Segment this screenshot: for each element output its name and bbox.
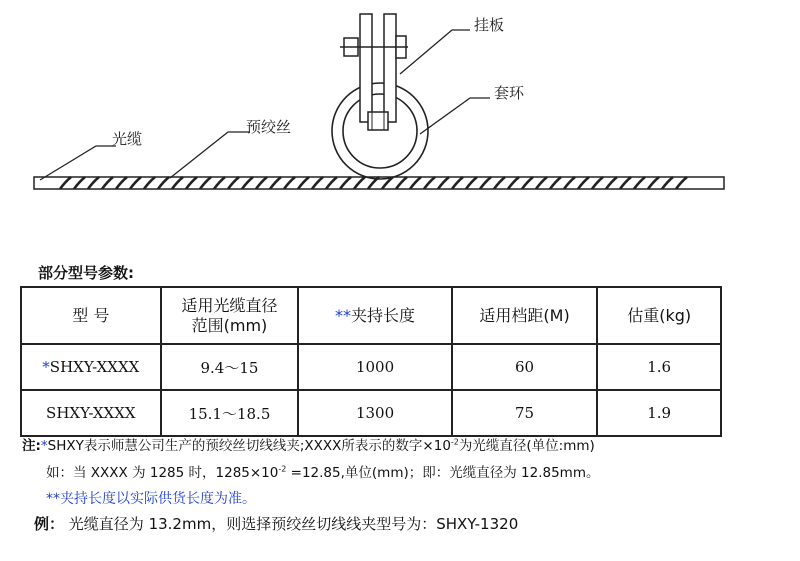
cell-model: *SHXY-XXXX: [21, 344, 161, 390]
hanging-plate-left: [360, 14, 372, 122]
cell-span: 60: [452, 344, 598, 390]
wire-wrap: [466, 177, 477, 189]
cell-diameter: 15.1～18.5: [161, 390, 299, 436]
table-row: [21, 344, 721, 390]
wire-wrap: [172, 177, 183, 189]
parameter-table: [20, 286, 722, 437]
wire-wrap: [102, 177, 113, 189]
wire-wrap: [536, 177, 547, 189]
header-diameter: 适用光缆直径 范围(mm): [161, 287, 299, 344]
cell-weight: 1.9: [597, 390, 721, 436]
wire-wrap: [508, 177, 519, 189]
wire-wrap: [620, 177, 631, 189]
leader-cable: [40, 146, 116, 180]
cell-diameter: 9.4～15: [161, 344, 299, 390]
wire-wrap: [522, 177, 533, 189]
wire-wrap: [186, 177, 197, 189]
wire-wrap: [452, 177, 463, 189]
wire-wrap: [564, 177, 575, 189]
wire-wrap: [60, 177, 71, 189]
wire-wrap: [354, 177, 365, 189]
wire-wrap: [298, 177, 309, 189]
wire-wrap: [242, 177, 253, 189]
wire-wrap: [578, 177, 589, 189]
wire-wrap: [214, 177, 225, 189]
wire-wrap: [424, 177, 435, 189]
leader-hanging-plate: [400, 30, 470, 74]
wire-wrap: [634, 177, 645, 189]
note-example-a: 如：当 XXXX 为 1285 时，$1285\times 10^{-2} =12.85$,单位(mm)；即：光缆直径为 12.85mm。: [46, 464, 600, 481]
note-example: 例： 光缆直径为 13.2mm，则选择预绞丝切线线夹型号为：SHXY-1320: [34, 515, 519, 533]
wire-wrap: [116, 177, 127, 189]
wire-wrap: [396, 177, 407, 189]
wire-wrap: [284, 177, 295, 189]
label-thimble: 套环: [494, 84, 525, 102]
wire-wrap: [158, 177, 169, 189]
note-clamp-length: **夹持长度以实际供货长度为准。: [46, 491, 256, 507]
header-clamp-length: **夹持长度: [298, 287, 452, 344]
thimble-outer-ring: [332, 83, 428, 179]
cell-weight: 1.6: [597, 344, 721, 390]
label-hanging-plate: 挂板: [474, 16, 505, 34]
wire-wrap: [494, 177, 505, 189]
wire-wrap: [592, 177, 603, 189]
wire-wrap: [410, 177, 421, 189]
wire-wrap: [130, 177, 141, 189]
header-weight: 估重(kg): [597, 287, 721, 344]
cell-length: 1300: [298, 390, 452, 436]
header-model: 型 号: [21, 287, 161, 344]
note-line-1: 注:*SHXY表示师慧公司生产的预绞丝切线线夹;XXXX所表示的数字$\times 10^{-2}$为光缆直径(单位:mm): [22, 437, 595, 454]
wire-wrap: [606, 177, 617, 189]
wire-wrap: [200, 177, 211, 189]
leader-thimble: [420, 98, 490, 134]
wire-wrap: [676, 177, 687, 189]
pin-bolt: [368, 112, 388, 130]
wire-wrap: [74, 177, 85, 189]
leader-preformed-wire: [170, 132, 250, 178]
wire-wrap: [340, 177, 351, 189]
wire-wrap: [648, 177, 659, 189]
wire-wrap: [88, 177, 99, 189]
wire-wrap: [480, 177, 491, 189]
wire-wrap: [438, 177, 449, 189]
wire-wrap: [256, 177, 267, 189]
label-preformed-wire: 预绞丝: [246, 118, 292, 136]
section-title: 部分型号参数:: [38, 264, 134, 282]
hanging-plate-right: [384, 14, 396, 122]
thimble-inner-ring: [343, 94, 417, 168]
cell-model: SHXY-XXXX: [21, 390, 161, 436]
wire-wrap: [228, 177, 239, 189]
table-row: [21, 390, 721, 436]
header-span: 适用档距(M): [452, 287, 598, 344]
wire-wrap: [662, 177, 673, 189]
cell-span: 75: [452, 390, 598, 436]
label-cable: 光缆: [112, 130, 143, 148]
wire-wrap: [326, 177, 337, 189]
wire-wrap: [312, 177, 323, 189]
wire-wrap: [144, 177, 155, 189]
wire-wrap: [550, 177, 561, 189]
table-header-row: [21, 287, 721, 344]
wire-wrap: [270, 177, 281, 189]
cell-length: 1000: [298, 344, 452, 390]
